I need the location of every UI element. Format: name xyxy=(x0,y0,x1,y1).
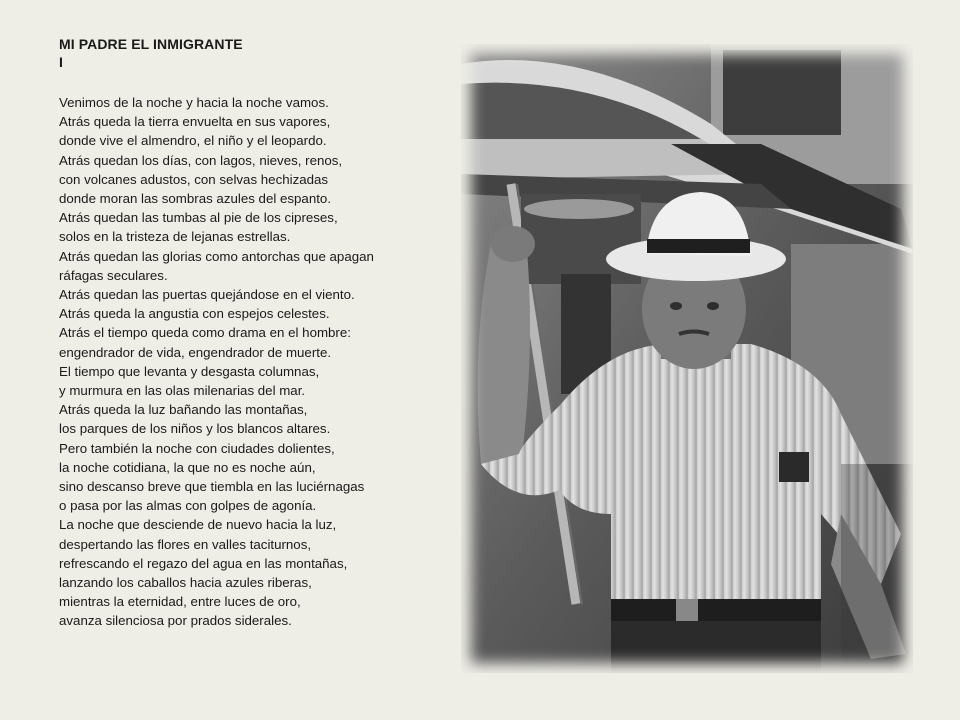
poem-line: Pero también la noche con ciudades dolientes, xyxy=(59,440,335,456)
poem-line: ráfagas seculares. xyxy=(59,267,168,283)
poem-line: Atrás quedan las glorias como antorchas que apagan xyxy=(59,248,374,264)
poem-line: Venimos de la noche y hacia la noche vamos. xyxy=(59,95,329,110)
poem-line: los parques de los niños y los blancos altares. xyxy=(59,421,331,437)
poem-line: y murmura en las olas milenarias del mar. xyxy=(59,383,306,399)
poem-line: Atrás quedan las puertas quejándose en el viento. xyxy=(59,287,355,303)
poem-line: solos en la tristeza de lejanas estrellas. xyxy=(59,229,291,245)
poem-line: El tiempo que levanta y desgasta columnas, xyxy=(59,363,320,379)
poem-section-number: I xyxy=(59,54,63,70)
poem-line: donde moran las sombras azules del espanto. xyxy=(59,191,332,207)
poem-line: Atrás el tiempo queda como drama en el hombre: xyxy=(59,325,351,341)
poem-line: engendrador de vida, engendrador de muerte. xyxy=(59,344,332,360)
poem-heading xyxy=(59,35,243,71)
poem-line: sino descanso breve que tiembla en las luciérnagas xyxy=(59,479,365,495)
poem-title: MI PADRE EL INMIGRANTE xyxy=(59,36,243,52)
poem-line: despertando las flores en valles taciturnos, xyxy=(59,536,312,552)
man-with-hat-photo xyxy=(461,44,913,673)
poem-line: lanzando los caballos hacia azules riberas, xyxy=(59,575,312,591)
poem-line: Atrás queda la angustia con espejos celestes. xyxy=(59,306,330,322)
poem-line: Atrás quedan los días, con lagos, nieves, renos, xyxy=(59,152,343,168)
poem-line: refrescando el regazo del agua en las montañas, xyxy=(59,555,348,571)
poem-line: la noche cotidiana, la que no es noche aún, xyxy=(59,459,316,475)
poem-line: mientras la eternidad, entre luces de oro, xyxy=(59,594,301,610)
poem-line: Atrás queda la tierra envuelta en sus vapores, xyxy=(59,114,331,130)
poem-line: avanza silenciosa por prados siderales. xyxy=(59,613,292,629)
poem-body xyxy=(59,93,449,631)
poem-line: Atrás quedan las tumbas al pie de los cipreses, xyxy=(59,210,338,226)
poem-line: o pasa por las almas con golpes de agonía. xyxy=(59,498,317,514)
poem-line: La noche que desciende de nuevo hacia la luz, xyxy=(59,517,337,533)
poem-line: con volcanes adustos, con selvas hechizadas xyxy=(59,171,329,187)
poem-line: donde vive el almendro, el niño y el leopardo. xyxy=(59,133,327,149)
poem-line: Atrás queda la luz bañando las montañas, xyxy=(59,402,308,418)
photograph xyxy=(461,44,913,673)
